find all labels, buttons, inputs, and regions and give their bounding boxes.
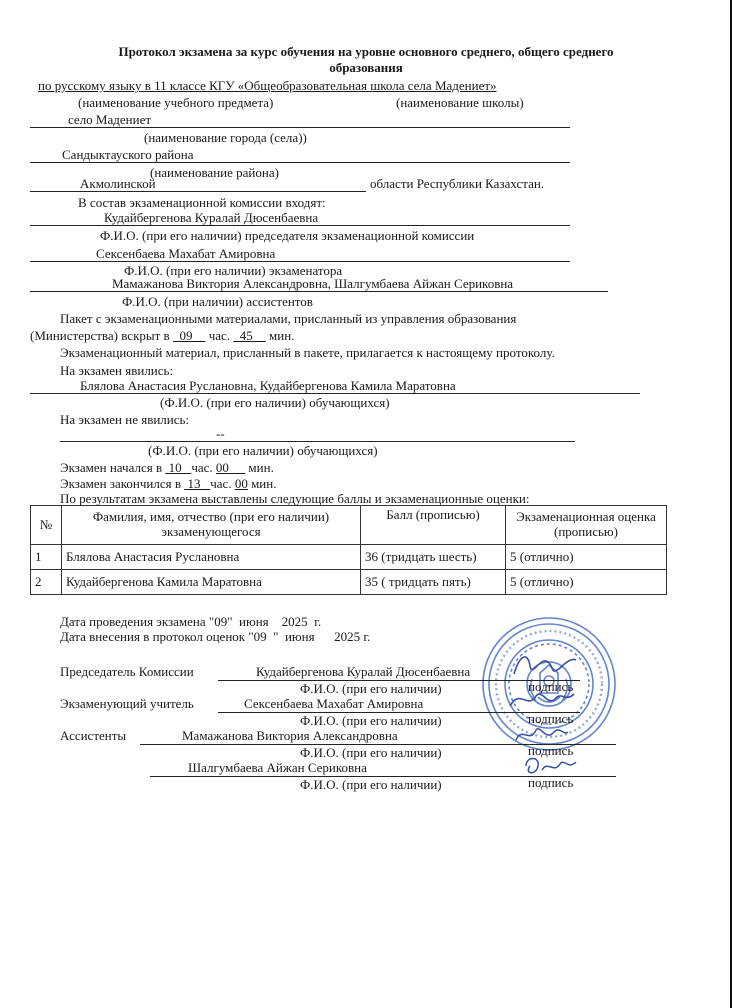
caption-school: (наименование школы) bbox=[396, 95, 524, 110]
chair-signature bbox=[510, 648, 580, 682]
exam-date: Дата проведения экзамена "09" июня 2025 г. bbox=[60, 614, 322, 629]
present-names: Блялова Анастасия Руслановна, Кудайбергенова Камила Маратовна bbox=[80, 378, 456, 393]
table-row bbox=[31, 570, 667, 595]
examiner-signoff-name: Сексенбаева Махабат Амировна bbox=[244, 696, 424, 711]
assist-role: Ассистенты bbox=[60, 728, 127, 743]
attached-line: Экзаменационный материал, присланный в пакете, прилагается к настоящему протоколу. bbox=[60, 345, 555, 360]
assist2-signature bbox=[520, 752, 580, 780]
region-suffix: области Республики Казахстан. bbox=[370, 176, 545, 191]
row-2-name: Кудайбергенова Камила Маратовна bbox=[62, 570, 361, 595]
assist2-signature-caption: подпись bbox=[528, 775, 574, 790]
examiner-signature-caption: подпись bbox=[528, 711, 574, 726]
caption-absent: (Ф.И.О. (при его наличии) обучающихся) bbox=[148, 443, 378, 458]
assist-name-1: Мамажанова Виктория Александровна bbox=[182, 728, 398, 743]
caption-examiner: Ф.И.О. (при его наличии) экзаменатора bbox=[124, 263, 343, 278]
table-row bbox=[31, 545, 667, 570]
exam-end-min-label: мин. bbox=[251, 476, 277, 491]
exam-start-hour-value: 10 bbox=[168, 460, 182, 475]
exam-start-min bbox=[216, 460, 245, 475]
header-name: Фамилия, имя, отчество (при его наличии) экзаменующегося bbox=[62, 506, 361, 545]
assist2-fio-caption: Ф.И.О. (при его наличии) bbox=[300, 777, 442, 792]
exam-end-hour-value: 13 bbox=[187, 476, 201, 491]
package-min-value: 45 bbox=[239, 328, 253, 343]
assistants-names: Мамажанова Виктория Александровна, Шалгумбаева Айжан Сериковна bbox=[112, 276, 514, 291]
caption-subject: (наименование учебного предмета) bbox=[78, 95, 274, 110]
caption-chairman: Ф.И.О. (при его наличии) председателя экзаменационной комиссии bbox=[100, 228, 475, 243]
row-1-grade: 5 (отлично) bbox=[506, 545, 667, 570]
assist1-signature-caption: подпись bbox=[528, 743, 574, 758]
document-title-line1: Протокол экзамена за курс обучения на уровне основного среднего, общего среднего bbox=[118, 44, 614, 59]
row-1-name: Блялова Анастасия Руслановна bbox=[62, 545, 361, 570]
examiner-role: Экзаменующий учитель bbox=[60, 696, 194, 711]
header-score: Балл (прописью) bbox=[361, 506, 506, 545]
chair-signature-caption: подпись bbox=[528, 679, 574, 694]
row-1-number: 1 bbox=[31, 545, 62, 570]
absent-value: -- bbox=[216, 426, 225, 441]
caption-city: (наименование города (села)) bbox=[144, 130, 307, 145]
table-header-row bbox=[31, 506, 667, 545]
package-hour bbox=[173, 328, 206, 343]
row-2-grade: 5 (отлично) bbox=[506, 570, 667, 595]
exam-start-min-label: мин. bbox=[248, 460, 274, 475]
subject-line: по русскому языку в 11 классе КГУ «Общеобразовательная школа села Мадениет» bbox=[38, 78, 497, 93]
district-value: Сандыктауского района bbox=[62, 147, 194, 162]
package-hour-value: 09 bbox=[179, 328, 193, 343]
caption-district: (наименование района) bbox=[150, 165, 279, 180]
commission-intro: В состав экзаменационной комиссии входят: bbox=[78, 195, 326, 210]
assist1-signature bbox=[510, 720, 572, 750]
results-intro: По результатам экзамена выставлены следующие баллы и экзаменационные оценки: bbox=[60, 491, 530, 506]
region-value: Акмолинской bbox=[80, 176, 156, 191]
results-table bbox=[30, 505, 667, 595]
caption-present: (Ф.И.О. (при его наличии) обучающихся) bbox=[160, 395, 390, 410]
row-2-score: 35 ( тридцать пять) bbox=[361, 570, 506, 595]
examiner-fio-caption: Ф.И.О. (при его наличии) bbox=[300, 713, 442, 728]
exam-start-hour-label: час. bbox=[191, 460, 213, 475]
absent-underline bbox=[60, 441, 575, 442]
examiner-signature bbox=[506, 684, 578, 716]
present-label: На экзамен явились: bbox=[60, 363, 174, 378]
chair-fio-caption: Ф.И.О. (при его наличии) bbox=[300, 681, 442, 696]
exam-end-hour bbox=[184, 476, 210, 491]
chairman-name: Кудайбергенова Куралай Дюсенбаевна bbox=[104, 210, 319, 225]
package-hour-label: час. bbox=[208, 328, 231, 343]
row-2-number: 2 bbox=[31, 570, 62, 595]
assist-name-2: Шалгумбаева Айжан Сериковна bbox=[188, 760, 367, 775]
city-value: село Мадениет bbox=[68, 112, 152, 127]
package-min bbox=[233, 328, 266, 343]
assist1-fio-caption: Ф.И.О. (при его наличии) bbox=[300, 745, 442, 760]
package-opened-label: (Министерства) вскрыт в bbox=[30, 328, 170, 343]
package-opened bbox=[30, 329, 294, 344]
absent-label: На экзамен не явились: bbox=[60, 412, 190, 427]
exam-start bbox=[60, 461, 274, 476]
package-min-label: мин. bbox=[269, 328, 295, 343]
exam-start-min-value: 00 bbox=[215, 460, 229, 475]
chair-name: Кудайбергенова Куралай Дюсенбаевна bbox=[256, 664, 471, 679]
exam-start-hour bbox=[165, 460, 191, 475]
row-1-score: 36 (тридцать шесть) bbox=[361, 545, 506, 570]
exam-end-hour-label: час. bbox=[210, 476, 232, 491]
exam-start-label: Экзамен начался в bbox=[60, 460, 163, 475]
header-number: № bbox=[31, 506, 62, 545]
exam-end-min-value: 00 bbox=[234, 476, 248, 491]
entry-date: Дата внесения в протокол оценок "09 " июня 2025 г. bbox=[60, 629, 371, 644]
exam-end-min bbox=[235, 476, 248, 491]
header-grade: Экзаменационная оценка (прописью) bbox=[506, 506, 667, 545]
package-line1: Пакет с экзаменационными материалами, присланный из управления образования bbox=[60, 311, 517, 326]
exam-end-label: Экзамен закончился в bbox=[60, 476, 181, 491]
document-title-line2: образования bbox=[329, 60, 403, 75]
examiner-name: Сексенбаева Махабат Амировна bbox=[96, 246, 276, 261]
exam-end bbox=[60, 477, 276, 492]
chair-role: Председатель Комиссии bbox=[60, 664, 194, 679]
caption-assistants: Ф.И.О. (при наличии) ассистентов bbox=[122, 294, 313, 309]
